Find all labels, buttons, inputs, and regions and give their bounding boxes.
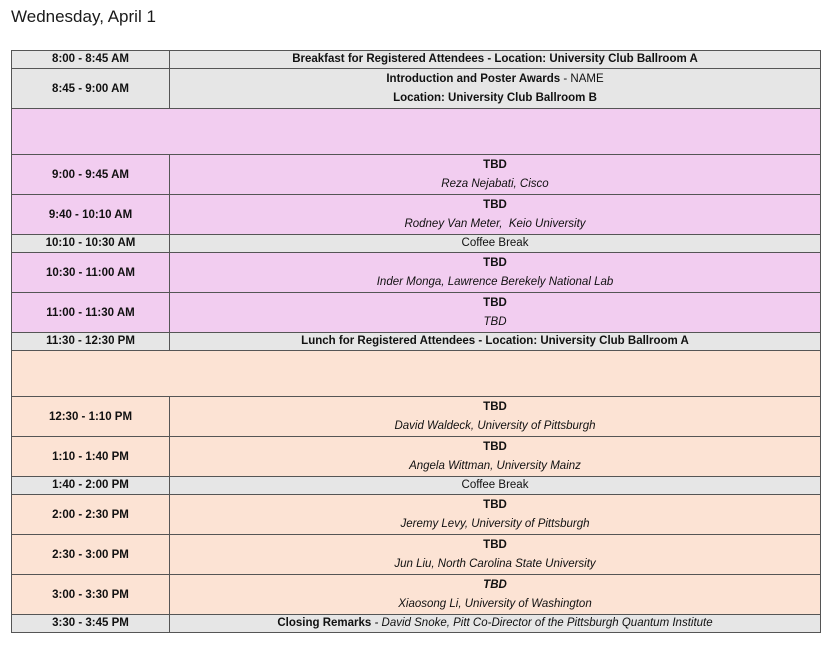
table-row bbox=[12, 615, 821, 633]
event-cell bbox=[170, 575, 821, 615]
talk-title: TBD bbox=[483, 400, 507, 413]
speaker: Xiaosong Li, University of Washington bbox=[398, 597, 592, 610]
talk-title: TBD bbox=[483, 578, 507, 591]
table-row bbox=[12, 195, 821, 235]
time-cell: 12:30 - 1:10 PM bbox=[12, 397, 170, 437]
speaker: David Waldeck, University of Pittsburgh bbox=[394, 419, 596, 432]
speaker: Rodney Van Meter, Keio University bbox=[404, 217, 586, 230]
table-row bbox=[12, 535, 821, 575]
talk-title: TBD bbox=[483, 498, 507, 511]
time-cell: 3:30 - 3:45 PM bbox=[12, 615, 170, 633]
event-title: Closing Remarks bbox=[277, 617, 372, 629]
session-header-row bbox=[12, 109, 821, 155]
session-header-cell bbox=[12, 109, 821, 155]
time-cell: 9:00 - 9:45 AM bbox=[12, 155, 170, 195]
event-cell bbox=[170, 155, 821, 195]
time-cell: 1:10 - 1:40 PM bbox=[12, 437, 170, 477]
time-cell: 8:45 - 9:00 AM bbox=[12, 69, 170, 109]
event-cell bbox=[170, 495, 821, 535]
speaker: TBD bbox=[483, 315, 507, 328]
time-cell: 10:10 - 10:30 AM bbox=[12, 235, 170, 253]
table-row bbox=[12, 155, 821, 195]
table-row bbox=[12, 437, 821, 477]
time-cell: 10:30 - 11:00 AM bbox=[12, 253, 170, 293]
table-row bbox=[12, 333, 821, 351]
event-cell: Lunch for Registered Attendees - Location: University Club Ballroom A bbox=[170, 333, 821, 351]
speaker: Reza Nejabati, Cisco bbox=[441, 177, 549, 190]
time-cell: 11:00 - 11:30 AM bbox=[12, 293, 170, 333]
table-row bbox=[12, 575, 821, 615]
event-cell: Breakfast for Registered Attendees - Location: University Club Ballroom A bbox=[170, 51, 821, 69]
day-title: Wednesday, April 1 bbox=[11, 7, 156, 26]
time-cell: 1:40 - 2:00 PM bbox=[12, 477, 170, 495]
table-row bbox=[12, 253, 821, 293]
time-cell: 9:40 - 10:10 AM bbox=[12, 195, 170, 235]
time-cell: 2:30 - 3:00 PM bbox=[12, 535, 170, 575]
speaker: Inder Monga, Lawrence Berekely National Lab bbox=[376, 275, 614, 288]
time-cell: 11:30 - 12:30 PM bbox=[12, 333, 170, 351]
time-cell: 2:00 - 2:30 PM bbox=[12, 495, 170, 535]
talk-title: TBD bbox=[483, 538, 507, 551]
session-header-cell bbox=[12, 351, 821, 397]
talk-title: TBD bbox=[483, 198, 507, 211]
time-cell: 3:00 - 3:30 PM bbox=[12, 575, 170, 615]
event-title: Introduction and Poster Awards bbox=[386, 72, 561, 85]
event-presenter: - David Snoke, Pitt Co-Director of the Pittsburgh Quantum Institute bbox=[371, 617, 713, 629]
event-cell bbox=[170, 437, 821, 477]
speaker: Angela Wittman, University Mainz bbox=[409, 459, 581, 472]
event-cell bbox=[170, 535, 821, 575]
event-cell: Coffee Break bbox=[170, 477, 821, 495]
table-row bbox=[12, 477, 821, 495]
table-row bbox=[12, 51, 821, 69]
event-location: Location: University Club Ballroom B bbox=[393, 91, 597, 104]
speaker: Jun Liu, North Carolina State University bbox=[394, 557, 596, 570]
table-row bbox=[12, 69, 821, 109]
table-row bbox=[12, 495, 821, 535]
talk-title: TBD bbox=[483, 256, 507, 269]
time-cell: 8:00 - 8:45 AM bbox=[12, 51, 170, 69]
table-row bbox=[12, 397, 821, 437]
event-presenter: - NAME bbox=[560, 72, 604, 85]
speaker: Jeremy Levy, University of Pittsburgh bbox=[400, 517, 590, 530]
talk-title: TBD bbox=[483, 296, 507, 309]
event-cell bbox=[170, 69, 821, 109]
talk-title: TBD bbox=[483, 440, 507, 453]
event-cell bbox=[170, 253, 821, 293]
event-cell bbox=[170, 615, 821, 633]
event-cell bbox=[170, 293, 821, 333]
session-header-row bbox=[12, 351, 821, 397]
event-cell: Coffee Break bbox=[170, 235, 821, 253]
table-row bbox=[12, 293, 821, 333]
event-cell bbox=[170, 195, 821, 235]
schedule-table bbox=[11, 50, 821, 633]
table-row bbox=[12, 235, 821, 253]
event-cell bbox=[170, 397, 821, 437]
talk-title: TBD bbox=[483, 158, 507, 171]
